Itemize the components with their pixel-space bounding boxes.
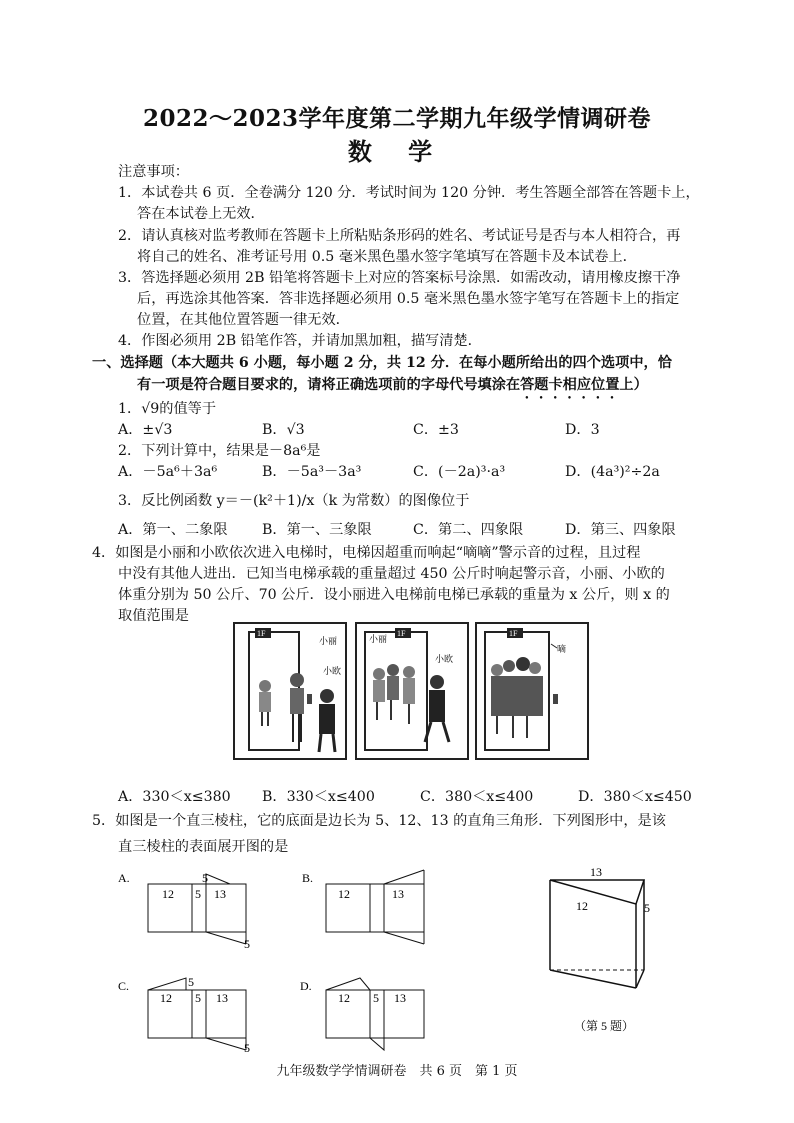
elevator-scene-3 [477,624,587,758]
q2-stem: 2．下列计算中，结果是－8a⁶是 [118,443,321,459]
edge-5: 5 [195,991,201,1005]
elevator-scene-2 [357,624,467,758]
section1-line2b: 答题卡相应位置 [520,377,620,393]
q1-option-b: B．√3 [262,422,305,438]
label-xiaoou: 小欧 [323,666,342,676]
label-xiaoou: 小欧 [435,654,454,664]
elevator-panel-1 [233,622,347,760]
q1-option-a: A．±√3 [118,422,173,438]
q1-option-d: D．3 [565,422,600,438]
q5-line2: 直三棱柱的表面展开图的是 [118,839,289,855]
section1-line2 [137,377,648,402]
exam-title: 2022～2023学年度第二学期九年级学情调研卷 [142,105,652,132]
edge-5: 5 [244,1041,250,1055]
label-xiaoli: 小丽 [319,636,338,646]
q5-figures [110,860,670,1060]
floor-label: 1F [509,629,518,638]
q4-line1: 4．如图是小丽和小欧依次进入电梯时，电梯因超重而响起“嘀嘀”警示音的过程，且过程 [92,545,641,561]
section1-line2c: 上） [619,377,648,393]
q1-stem: 1．√9的值等于 [118,401,217,417]
subject-title: 数 学 [347,137,447,166]
q2-option-d: D．(4a³)²÷2a [565,464,660,480]
q1-option-c: C．±3 [413,422,459,438]
label-a: A. [118,871,130,885]
edge-13: 13 [394,991,406,1005]
edge-13: 13 [590,865,602,879]
section1-line2a: 有一项是符合题目要求的，请将正确选项前的字母代号填涂在 [137,377,521,393]
note-3a: 3．答选择题必须用 2B 铅笔将答题卡上对应的答案标号涂黑．如需改动，请用橡皮擦干净 [118,270,681,286]
q2-option-a: A．－5a⁶＋3a⁶ [118,464,218,480]
edge-5: 5 [202,871,208,885]
edge-13: 13 [214,887,226,901]
q2-option-b: B．－5a³－3a³ [262,464,362,480]
note-4: 4．作图必须用 2B 铅笔作答，并请加黑加粗，描写清楚． [118,333,482,349]
note-3b: 后，再选涂其他答案．答非选择题必须用 0.5 毫米黑色墨水签字笔写在答题卡上的指定 [137,291,680,307]
elevator-scene-1 [235,624,345,758]
q4-option-d: D．380＜x≤450 [578,789,692,805]
q3-stem: 3．反比例函数 y＝－(k²＋1)/x（k 为常数）的图像位于 [118,493,470,509]
q4-line2: 中没有其他人进出．已知当电梯承载的重量超过 450 公斤时响起警示音，小丽、小欧的 [118,566,665,582]
elevator-panel-2 [355,622,469,760]
q4-option-b: B．330＜x≤400 [262,789,375,805]
edge-13: 13 [216,991,228,1005]
net-option-c [118,975,250,1055]
label-xiaoli: 小丽 [369,634,388,644]
section1-line1: 一、选择题（本大题共 6 小题，每小题 2 分，共 12 分．在每小题所给出的四个选项中，恰 [92,355,672,371]
edge-5: 5 [373,991,379,1005]
edge-5: 5 [644,901,650,915]
q3-option-a: A．第一、二象限 [118,522,228,538]
edge-12: 12 [162,887,174,901]
note-2a: 2．请认真核对监考教师在答题卡上所粘贴条形码的姓名、考试证号是否与本人相符合，再 [118,228,681,244]
edge-12: 12 [576,899,588,913]
q2-option-c: C．(－2a)³·a³ [413,464,506,480]
net-option-a [118,871,250,951]
note-1a: 1．本试卷共 6 页．全卷满分 120 分．考试时间为 120 分钟．考生答题全部答在答题卡上， [118,185,700,201]
triangular-prism [550,865,650,1033]
label-b: B. [302,871,314,885]
q4-option-c: C．380＜x≤400 [420,789,534,805]
q3-option-d: D．第三、四象限 [565,522,676,538]
q3-option-c: C．第二、四象限 [413,522,524,538]
q4-line3: 体重分别为 50 公斤、70 公斤．设小丽进入电梯前电梯已承载的重量为 x 公斤，则 x 的 [118,587,670,603]
edge-12: 12 [338,991,350,1005]
label-c: C. [118,979,130,993]
edge-5: 5 [188,975,194,989]
q4-option-a: A．330＜x≤380 [118,789,231,805]
net-option-d [300,978,424,1050]
edge-12: 12 [160,991,172,1005]
label-d: D. [300,979,312,993]
figure-caption: （第 5 题） [574,1019,635,1033]
floor-label: 1F [397,629,406,638]
notes-heading: 注意事项： [118,164,189,180]
floor-label: 1F [257,629,266,638]
edge-5: 5 [195,887,201,901]
edge-12: 12 [338,887,350,901]
note-1b: 答在本试卷上无效． [137,206,265,222]
q5-line1: 5．如图是一个直三棱柱，它的底面是边长为 5、12、13 的直角三角形．下列图形中，是该 [92,813,666,829]
net-option-b [302,870,424,944]
edge-5: 5 [244,937,250,951]
note-2b: 将自己的姓名、准考证号用 0.5 毫米黑色墨水签字笔填写在答题卡及本试卷上． [137,249,637,265]
note-3c: 位置，在其他位置答题一律无效． [137,312,350,328]
edge-13: 13 [392,887,404,901]
q4-line4: 取值范围是 [118,608,189,624]
elevator-panel-3 [475,622,589,760]
page-footer: 九年级数学学情调研卷 共 6 页 第 1 页 [276,1064,518,1079]
label-beep: 嘀 [557,644,567,654]
q3-option-b: B．第一、三象限 [262,522,372,538]
